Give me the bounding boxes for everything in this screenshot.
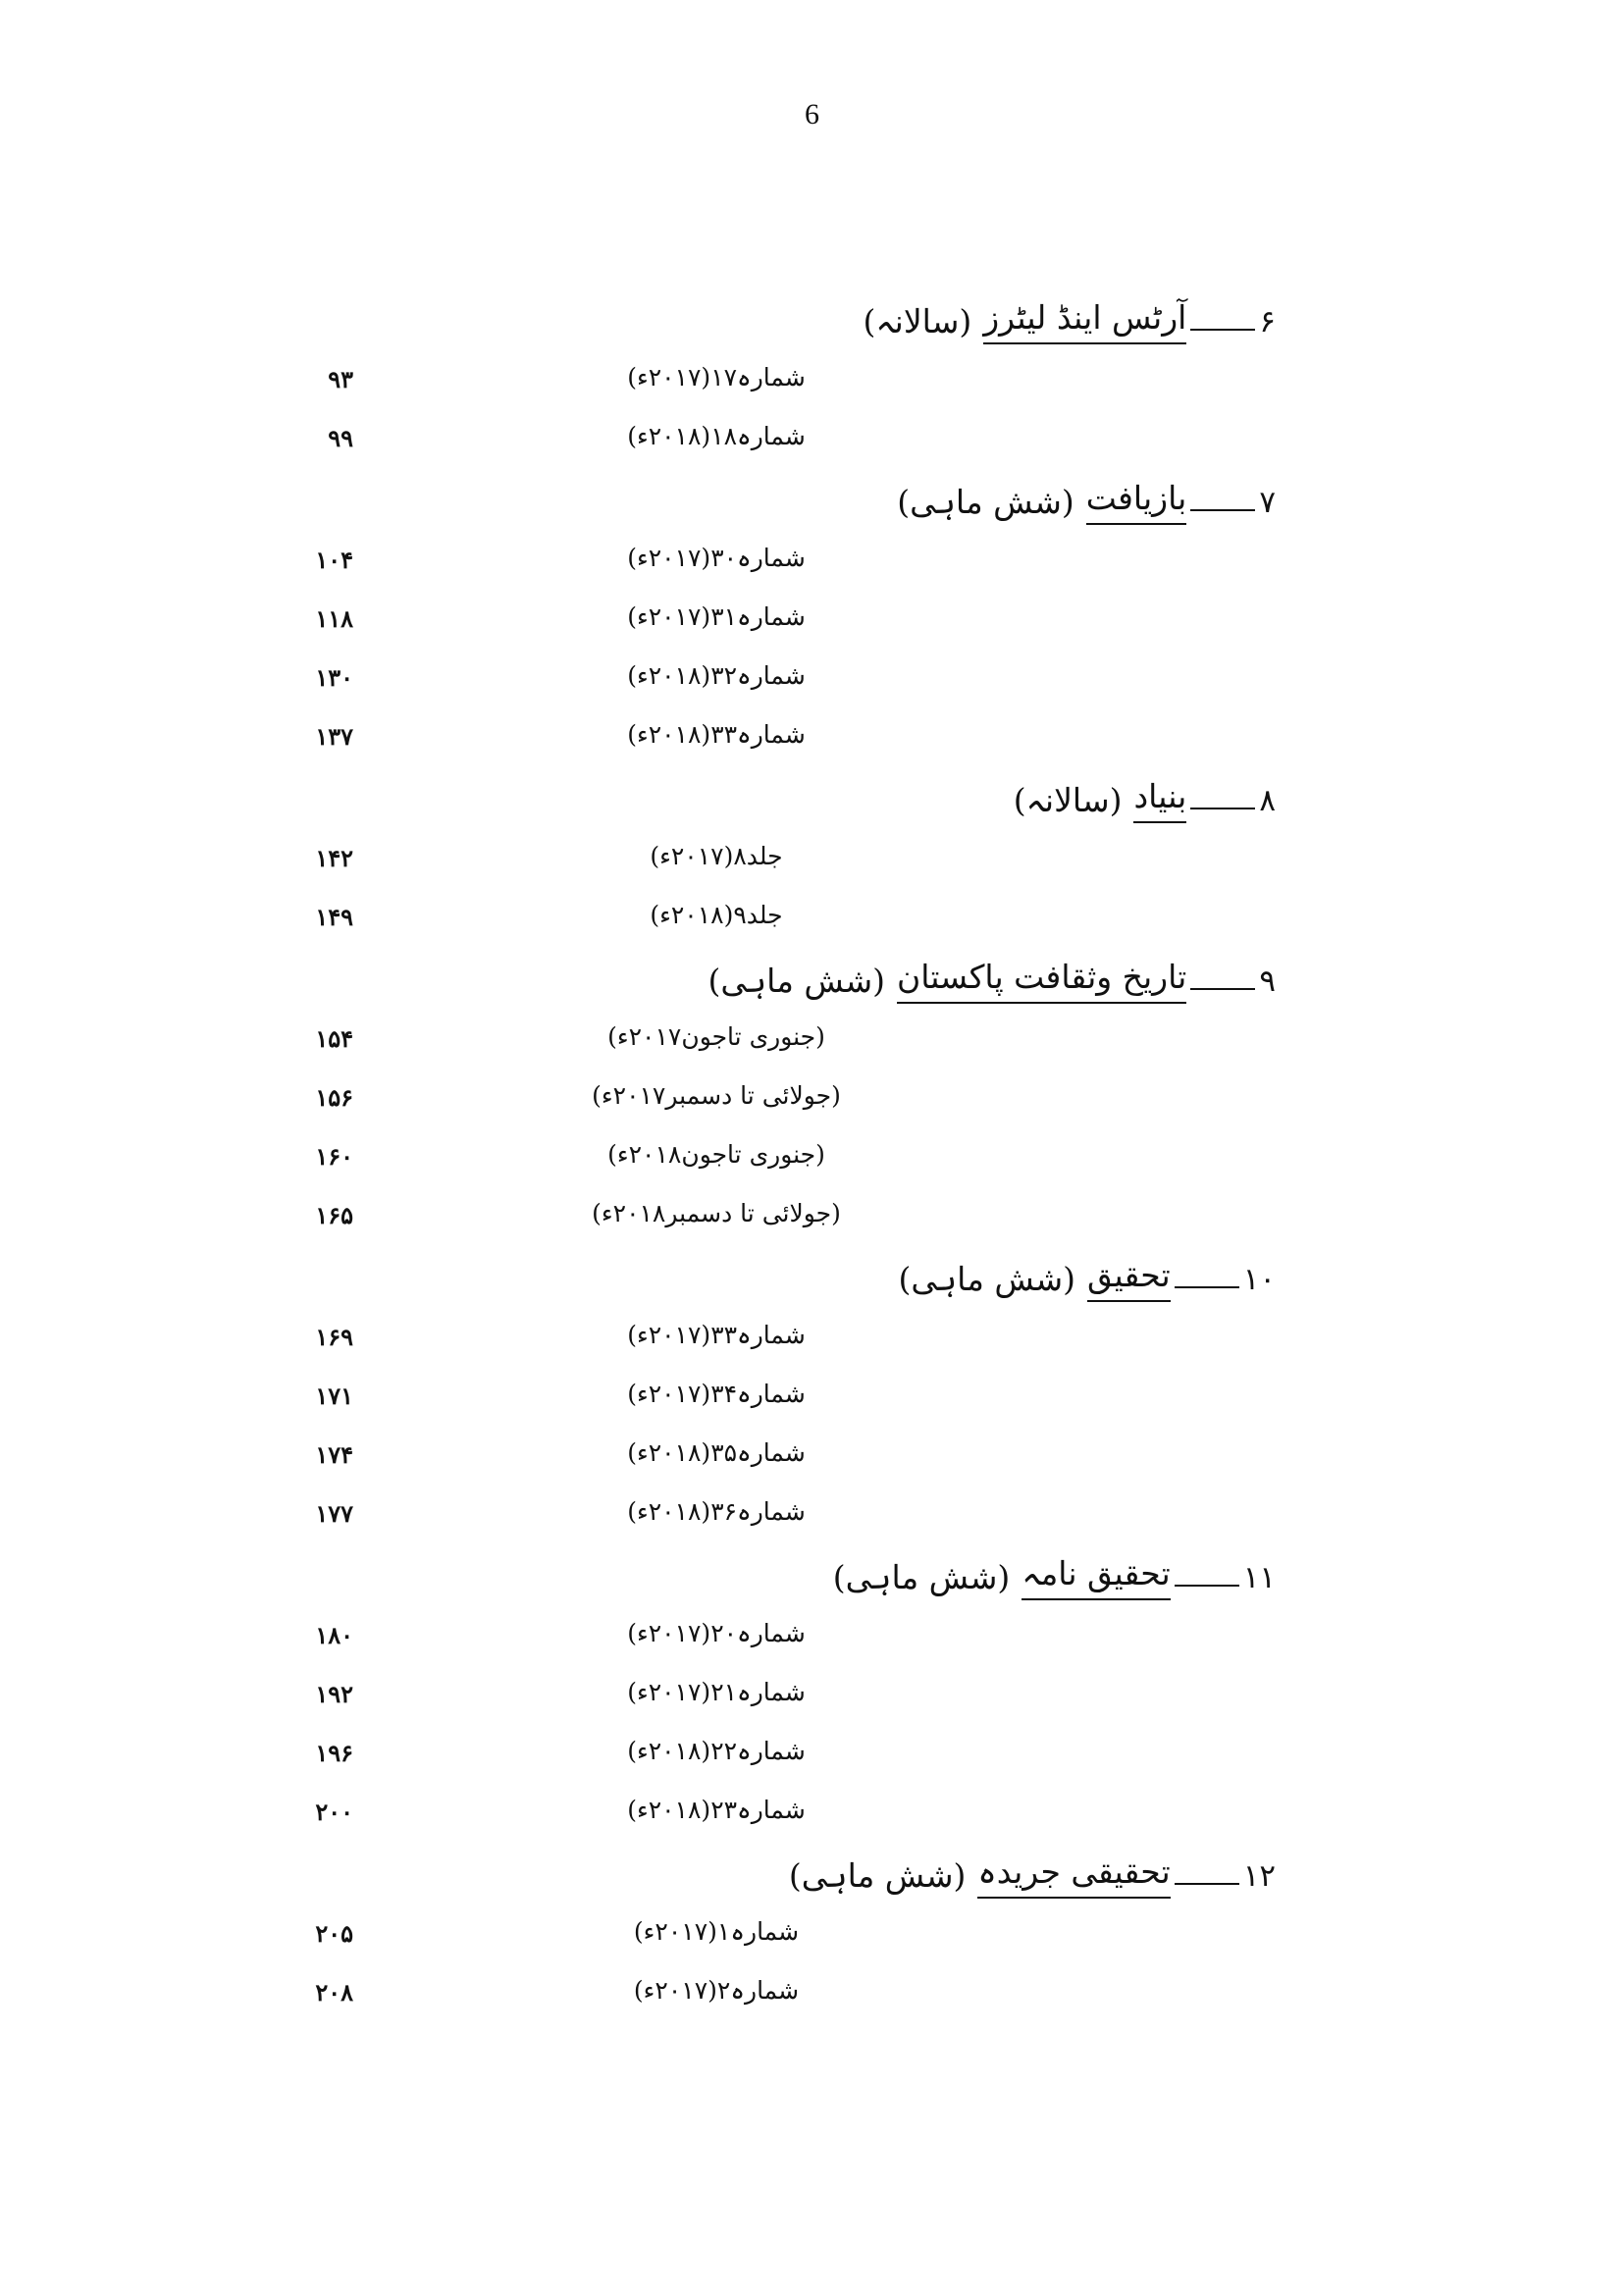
page-ref: ۹۳	[328, 365, 353, 393]
issue-label: شمارہ۲۳(۲۰۱۸ء)	[627, 1796, 806, 1824]
issue-label: شمارہ۳۳(۲۰۱۸ء)	[627, 720, 806, 749]
page-ref: ۱۶۵	[315, 1201, 353, 1229]
page-number: 6	[805, 98, 819, 130]
page-ref: ۱۹۲	[315, 1680, 353, 1708]
toc-entry	[285, 655, 1276, 714]
toc-entry	[285, 416, 1276, 475]
page-ref: ۱۷۷	[315, 1499, 353, 1528]
toc-entry	[285, 1672, 1276, 1731]
section-number: ۱۰	[1242, 1261, 1276, 1297]
heading-line	[898, 1256, 1276, 1302]
toc-entry	[285, 1491, 1276, 1550]
issue-label: شمارہ۲(۲۰۱۷ء)	[633, 1976, 800, 2005]
toc-entry	[285, 1374, 1276, 1433]
issue-label: جلد۸(۲۰۱۷ء)	[650, 842, 783, 870]
toc-entry	[285, 836, 1276, 895]
section-heading	[285, 954, 1276, 1017]
heading-line	[789, 1852, 1276, 1899]
issue-label: شمارہ۱۸(۲۰۱۸ء)	[627, 422, 806, 450]
toc-entry	[285, 1193, 1276, 1252]
leader-dash	[1175, 1883, 1239, 1885]
page-ref: ۱۴۹	[315, 903, 353, 931]
issue-label: شمارہ۳۱(۲۰۱۷ء)	[627, 602, 806, 631]
section-number: ۷	[1259, 484, 1276, 520]
page-ref: ۹۹	[328, 424, 353, 452]
issue-label: (جنوری تاجون۲۰۱۷ء)	[607, 1022, 825, 1051]
toc-entry	[285, 1433, 1276, 1491]
page-ref: ۱۴۲	[315, 844, 353, 872]
toc-entry	[285, 1970, 1276, 2029]
publication-frequency: (سالانہ)	[863, 302, 972, 340]
section-heading	[285, 294, 1276, 357]
issue-label: شمارہ۳۶(۲۰۱۸ء)	[627, 1497, 806, 1526]
issue-label: شمارہ۱(۲۰۱۷ء)	[633, 1917, 800, 1946]
heading-line	[897, 479, 1276, 525]
page-ref: ۱۱۸	[315, 604, 353, 633]
publication-frequency: (شش ماہی)	[898, 1260, 1076, 1298]
toc-entry	[285, 895, 1276, 954]
leader-dash	[1175, 1585, 1239, 1587]
page-ref: ۱۷۴	[315, 1440, 353, 1469]
publication-frequency: (سالانہ)	[1013, 781, 1123, 819]
toc-entry	[285, 597, 1276, 655]
table-of-contents	[285, 294, 1276, 2029]
section-number: ۱۲	[1242, 1857, 1276, 1894]
page-ref: ۱۹۶	[315, 1739, 353, 1767]
page-ref: ۱۶۰	[315, 1142, 353, 1171]
issue-label: شمارہ۳۲(۲۰۱۸ء)	[627, 661, 806, 690]
issue-label: شمارہ۲۲(۲۰۱۸ء)	[627, 1737, 806, 1765]
page-ref: ۱۸۰	[315, 1621, 353, 1649]
leader-dash	[1190, 329, 1255, 331]
heading-line	[1014, 777, 1276, 823]
toc-entry	[285, 1731, 1276, 1790]
issue-label: شمارہ۱۷(۲۰۱۷ء)	[627, 363, 806, 391]
leader-dash	[1190, 808, 1255, 809]
section-heading	[285, 475, 1276, 538]
journal-title: تحقیق	[1087, 1256, 1171, 1302]
issue-label: شمارہ۲۱(۲۰۱۷ء)	[627, 1678, 806, 1706]
issue-label: جلد۹(۲۰۱۸ء)	[650, 901, 783, 929]
toc-entry	[285, 357, 1276, 416]
journal-title: تاریخ وثقافت پاکستان	[897, 958, 1186, 1004]
issue-label: (جولائی تا دسمبر۲۰۱۸ء)	[592, 1199, 841, 1227]
leader-dash	[1190, 509, 1255, 511]
journal-title: آرٹس اینڈ لیٹرز	[983, 298, 1186, 344]
issue-label: شمارہ۳۵(۲۰۱۸ء)	[627, 1438, 806, 1467]
issue-label: شمارہ۲۰(۲۰۱۷ء)	[627, 1619, 806, 1647]
page-ref: ۲۰۵	[315, 1919, 353, 1948]
journal-title: بنیاد	[1133, 777, 1186, 823]
issue-label: (جنوری تاجون۲۰۱۸ء)	[607, 1140, 825, 1169]
section-heading	[285, 1252, 1276, 1315]
page-ref: ۱۶۹	[315, 1323, 353, 1351]
heading-line	[833, 1554, 1276, 1600]
heading-line	[863, 298, 1276, 344]
page-ref: ۱۳۰	[315, 663, 353, 692]
issue-label: شمارہ۳۰(۲۰۱۷ء)	[627, 544, 806, 572]
journal-title: تحقیق نامہ	[1022, 1554, 1170, 1600]
toc-entry	[285, 1315, 1276, 1374]
page-ref: ۱۳۷	[315, 722, 353, 751]
leader-dash	[1175, 1286, 1239, 1288]
section-heading	[285, 1849, 1276, 1911]
section-heading	[285, 773, 1276, 836]
toc-entry	[285, 1613, 1276, 1672]
publication-frequency: (شش ماہی)	[832, 1558, 1011, 1596]
toc-entry	[285, 1017, 1276, 1075]
section-number: ۶	[1259, 303, 1276, 339]
toc-entry	[285, 714, 1276, 773]
leader-dash	[1190, 988, 1255, 990]
page-ref: ۱۵۶	[315, 1083, 353, 1112]
journal-title: بازیافت	[1086, 479, 1187, 525]
page-ref: ۱۰۴	[315, 546, 353, 574]
section-number: ۱۱	[1242, 1559, 1276, 1595]
section-number: ۸	[1259, 782, 1276, 818]
toc-entry	[285, 1911, 1276, 1970]
section-heading	[285, 1550, 1276, 1613]
issue-label: شمارہ۳۳(۲۰۱۷ء)	[627, 1321, 806, 1349]
issue-label: (جولائی تا دسمبر۲۰۱۷ء)	[592, 1081, 841, 1110]
toc-entry	[285, 538, 1276, 597]
toc-entry	[285, 1790, 1276, 1849]
publication-frequency: (شش ماہی)	[788, 1856, 967, 1895]
page-ref: ۲۰۰	[315, 1798, 353, 1826]
publication-frequency: (شش ماہی)	[897, 483, 1074, 521]
toc-entry	[285, 1075, 1276, 1134]
section-number: ۹	[1259, 963, 1276, 999]
page-ref: ۲۰۸	[315, 1978, 353, 2007]
publication-frequency: (شش ماہی)	[707, 962, 886, 1000]
page-ref: ۱۵۴	[315, 1024, 353, 1053]
page-ref: ۱۷۱	[315, 1382, 353, 1410]
journal-title: تحقیقی جریدہ	[977, 1852, 1170, 1899]
heading-line	[707, 958, 1276, 1004]
toc-entry	[285, 1134, 1276, 1193]
issue-label: شمارہ۳۴(۲۰۱۷ء)	[627, 1380, 806, 1408]
